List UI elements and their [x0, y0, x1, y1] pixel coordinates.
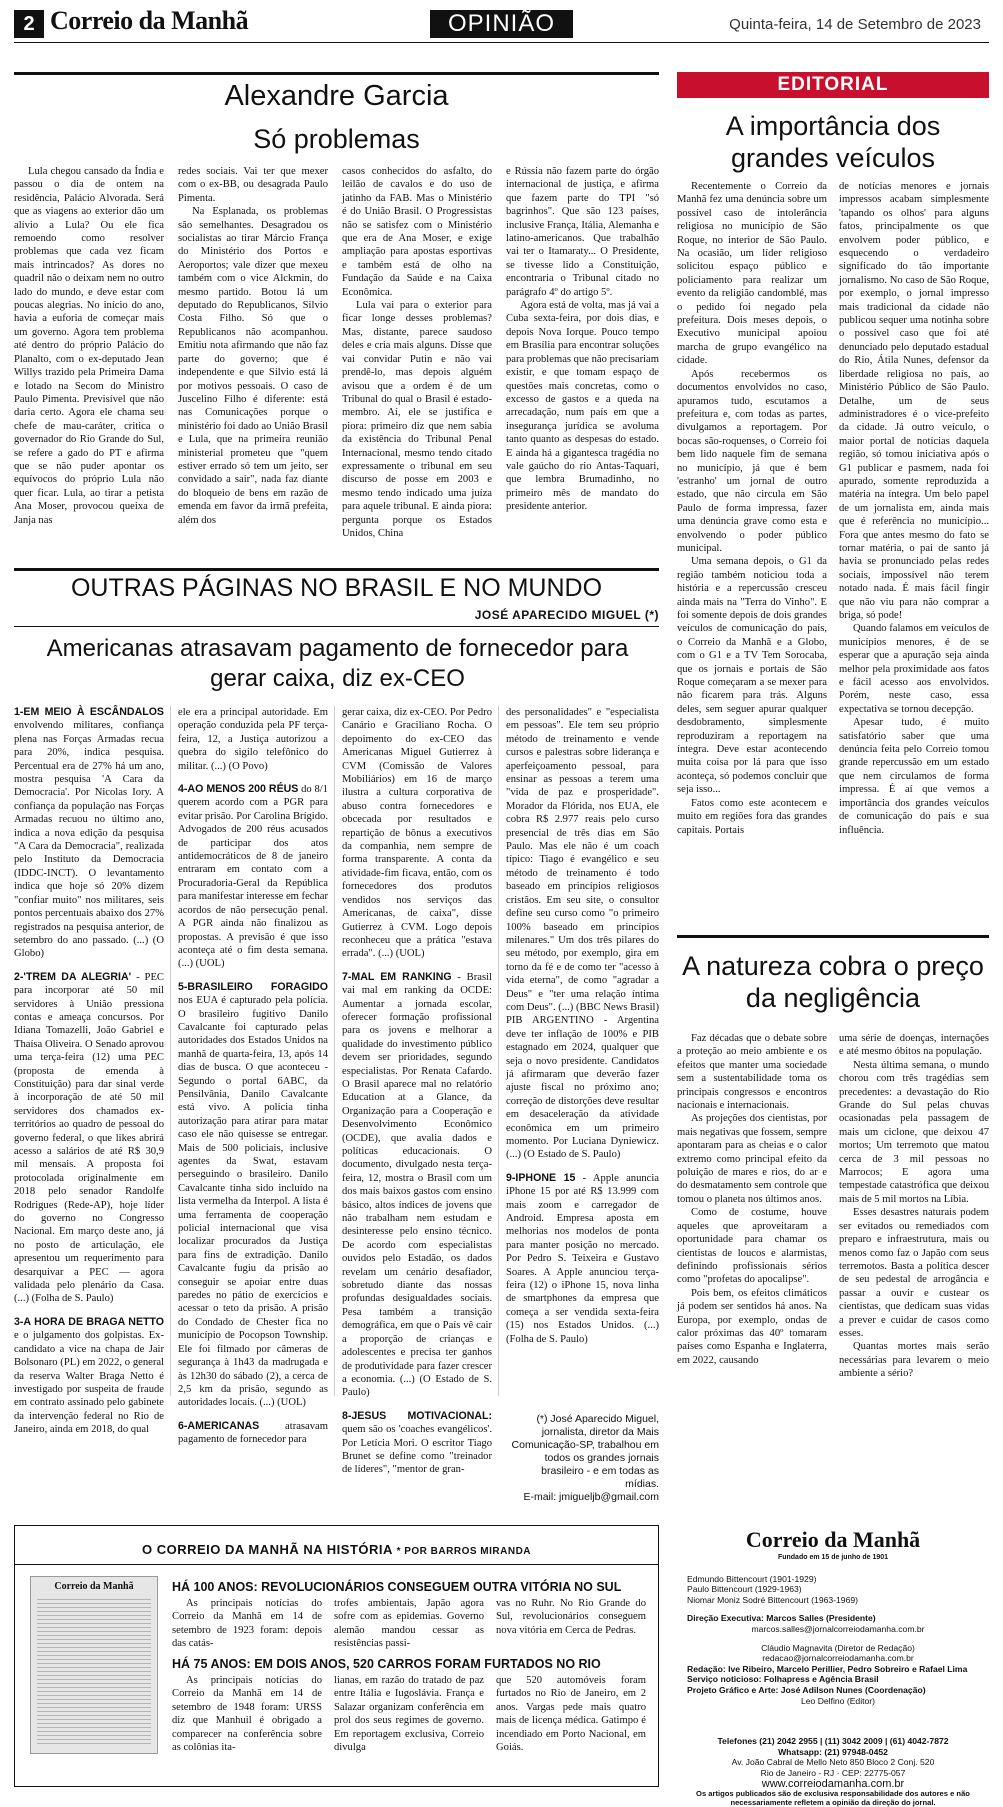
news-item-lead: 2-'TREM DA ALEGRIA' [14, 970, 132, 983]
outras-title: Americanas atrasavam pagamento de fornecedor para gerar caixa, diz ex-CEO [46, 635, 629, 692]
news-item-text: - Brasil vai mal em ranking da OCDE: Aumentar a jornada escolar, oferecer formação profissional para os jovens e melhorar a qualidade do investimento público devem ser prioridades, segundo especialistas. Por Renata Cafardo. O Brasil aparece mal no relatório Education at a Glance, da Organização para a Cooperação e Desenvolvimento Econômico (OCDE), que avalia dados e políticas educacionais. O documento, divulgado nesta terça-feira, 12, mostra o Brasil com um dos mais baixos gastos com ensino básico, altos índices de jovens que não trabalham nem estudam e desinteresse pelo ensino técnico. De acordo com especialistas ouvidos pelo Estadão, os dados revelam um cenário desafiador, sobretudo diante das nossas profundas desigualdades sociais. Pesa também a transição demográfica, em que o País vê cair a proporção de crianças e adolescentes e precisa ter ganhos de produtividade para fazer crescer a economia. (...) (O Estado de S. Paulo) [342, 971, 492, 1399]
news-item [178, 783, 328, 971]
editorial-title-1: A importância dos grandes veículos [725, 111, 941, 173]
address-line-1: Av. João Cabral de Mello Neto 850 Bloco 2 Conj. 520 [731, 1757, 935, 1768]
column-author: Alexandre Garcia [224, 80, 449, 112]
news-item [506, 1172, 659, 1346]
news-item-text: do 8/1 querem acordo com a PGR para evitar prisão. Por Carolina Brígido. Advogados de 200 réus acusados de participar dos atos antidemocráticos de 8 de janeiro entraram em contato com a Procuradoria-Geral da República para manifestar interesse em fechar acordos de não persecução penal. A PGR ainda não finalizou as propostas. A previsão é que isso aconteça até o fim desta semana. (...) (UOL) [178, 784, 328, 970]
editorial-title-2: A natureza cobra o preço da negligência [682, 951, 984, 1013]
news-item-text: - Apple anuncia iPhone 15 por até R$ 13.999 com mais zoom e carregador de Android. Empresa aposta em melhorias nos modelos de ponta para manter posição no mercado. Por Pedro S. Teixeira e Gustavo Soares. A Apple anunciou terça-feira (12) o iPhone 15, nova linha de smartphones da empresa que começa a ser vendida sexta-feira (15) nos Estados Unidos. (...) (Folha de S. Paulo) [506, 1172, 660, 1345]
disclaimer: Os artigos publicados são de exclusiva responsabilidade dos autores e não necessariamente refletem a opinião da direção do jornal. [696, 1789, 970, 1807]
footnote-email: E-mail: jmigueljb@gmail.com [523, 1491, 659, 1503]
founder: Paulo Bittencourt (1929-1963) [687, 1584, 802, 1595]
news-item-text: e o julgamento dos golpistas. Ex-candidato a vice na chapa de Jair Bolsonaro (PL) em 2022, o general da reserva Walter Braga Netto é investigado por suspeita de fraude em contrato assinado pelo gabinete da intervenção federal no Rio de Janeiro, ainda em 2018, do qual [14, 1330, 164, 1436]
direcao-executiva: Direção Executiva: Marcos Salles (Presidente) [687, 1613, 876, 1624]
news-item-lead: 1-EM MEIO À ESCÂNDALOS [14, 706, 164, 718]
editorial-text-2: de notícias menores e jornais impressos acabam simplesmente 'tapando os olhos' para alguns fatos, principalmente os que envolvem poder público, e esquecendo o verdadeiro significado do tão importante jornalismo. No caso de São Roque, por exemplo, o jornal impresso mais tradicional da cidade não publicou sequer uma notinha sobre o possível caso que foi até denunciado pelo deputado estadual do Rio, Átila Nunes, defensor da liberdade religiosa no país, ao Ministério Público de São Paulo. Detalhe, um de seus administradores é o vice-prefeito da cidade. Já outro veículo, o maior portal de notícias daquela região, só tomou iniciativa após o G1 publicar e pasmem, nada foi apurado, somente reproduzida a matéria na íntegra. Um belo papel de um jornalista em, ainda mais que é referência no município... Fora que antes mesmo do fato se tornar matéria, o pai de santo já havia se pronunciado pelas redes sociais, impossível não terem notado nada. É mais fácil fingir que não viu para não comprar a briga, só pode! Quando falamos em veículos de municípios menores, é de se esperar que a apuração seja ainda melhor pela proximidade aos fatos e fácil acesso aos envolvidos. Porém, neste caso, essa expectativa se tornou decepção. Apesar tudo, é muito satisfatório saber que uma denúncia feita pelo Correio tomou grande repercussão em um estado que nem circulamos de forma impressa. É aí que vemos a importância dos grandes veículos de comunicação do país e sua influência. [839, 181, 989, 836]
news-item [178, 706, 328, 773]
historia-h1-col1: As principais notícias do Correio da Manhã em 14 de setembro de 1923 foram: depois das catás- [172, 1598, 322, 1650]
historia-credit: * POR BARROS MIRANDA [396, 1546, 532, 1557]
news-item-lead: 6-AMERICANAS [178, 1419, 260, 1432]
editorial-label: EDITORIAL [677, 72, 989, 98]
section-label: OPINIÃO [430, 10, 573, 38]
expediente-founded: Fundado em 15 de junho de 1901 [777, 1554, 889, 1561]
outras-col-3 [342, 706, 492, 1477]
news-item [342, 1410, 492, 1477]
historia-title: O CORREIO DA MANHÃ NA HISTÓRIA [141, 1542, 393, 1557]
outras-col-2 [178, 706, 328, 1447]
issue-date: Quinta-feira, 14 de Setembro de 2023 [729, 16, 981, 33]
news-item [14, 971, 164, 1306]
news-item-text: - PEC para incorporar até 50 mil servidores à União pressiona contas e ameaça concursos. Por Idiana Tomazelli, João Gabriel e Thaísa Oliveira. O Senado aprovou uma terça-feira (12) uma PEC (proposta de emenda à Constituição) para dar sinal verde à incorporação de até 50 mil servidores dos chamados ex-territórios ao quadro de pessoal do governo federal, o que likes abrirá acesso a salários de até R$ 30,9 mil mensais. A proposta foi protocolada originalmente em 2018 pelo senador Randolfe Rodrigues (Rede-AP), hoje líder do governo no Congresso Nacional. Em março deste ano, já no posto de articulação, ele apresentou um requerimento para desarquivar a PEC — agora validada pelo plenário da Casa. (...) (Folha de S. Paulo) [14, 971, 164, 1305]
founder: Edmundo Bittencourt (1901-1929) [687, 1573, 817, 1584]
news-item-text: atrasavam pagamento de fornecedor para [178, 1420, 328, 1446]
news-item-lead: 3-A HORA DE BRAGA NETTO [14, 1315, 164, 1328]
news-item [14, 706, 164, 961]
redacao-email: redacao@jornalcorreiodamanha.com.br [762, 1653, 914, 1664]
news-item [342, 706, 492, 961]
page-number: 2 [14, 10, 44, 38]
whatsapp: Whatsapp: (21) 97948-0452 [778, 1746, 888, 1757]
telefones: Telefones (21) 2042 2955 | (11) 3042 2009 | (61) 4042-7872 [717, 1736, 949, 1747]
editorial-text-3: Faz décadas que o debate sobre a proteção ao meio ambiente e os efeitos que manter uma sociedade sem a sustentabilidade toma os principais congressos e encontros nacionais e internacionais. As projeções dos cientistas, por mais negativas que fossem, sempre apontaram para as cheias e o calor extremo como principal efeito da poluição de mares e rios, do ar e do desmatamento sem controle que tomou o planeta nos últimos anos. Como de costume, houve aqueles que aproveitaram a oportunidade para chamar os cientistas de loucos e alarmistas, definindo profissionais sérios como "profetas do apocalipse". Pois bem, os efeitos climáticos já podem ser sentidos há anos. Na Europa, por exemplo, ondas de calor próximas das 40º tomaram países como Espanha e Inglaterra, em 2022, causando [677, 1033, 827, 1366]
outras-heading: OUTRAS PÁGINAS NO BRASIL E NO MUNDO [70, 574, 603, 602]
address-line-2: Rio de Janeiro - RJ · CEP: 22775-057 [760, 1767, 906, 1778]
news-item-text: gerar caixa, diz ex-CEO. Por Pedro Canário e Graciliano Rocha. O depoimento do ex-CEO das Americanas Miguel Gutierrez à CVM (Comissão de Valores Mobiliários) em 16 de março ilustra a cultura corporativa de abuso contra fornecedores e obcecada por resultados e repartição de bônus a executivos da companhia, nem sempre de forma transparente. A conta da atividade-fim ficava, então, com os fornecedores dos produtos vendidos nos serviços das Americanas, de caixa", disse Gutierrez à CVM. Logo depois reconheceu que a prática "estava errada". (...) (UOL) [342, 707, 492, 960]
news-item-text: envolvendo militares, confiança plena nas Forças Armadas recua para 20%, indica pesquisa. Percentual era de 27% há um ano, mostra pesquisa 'A Cara da Democracia'. Por Nicolas Iory. A confiança da população nas Forças Armadas recuou no último ano, indica a nova edição da pesquisa "A Cara da Democracia", realizada pelo Instituto da Democracia (IDDC-INCT). O levantamento indica que hoje só 20% dizem "confiar muito" nos militares, seis pontos percentuais abaixo dos 27% registrados na pesquisa anterior, de setembro do ano passado. (...) (O Globo) [14, 720, 164, 960]
expediente-box [677, 1525, 989, 1807]
historia-h2-col1: As principais notícias do Correio da Manhã em 14 de setembro de 1948 foram: URSS diz que Manhuil é obrigado a comparecer na conferência sobre as colônias ita- [172, 1675, 322, 1754]
historia-h1-col2: trofes ambientais, Japão agora sofre com as epidemias. Governo alemão mandou cessar as resistências passi- [334, 1598, 484, 1650]
redacao: Redação: Ive Ribeiro, Marcelo Perillier, Pedro Sobreiro e Rafael Lima [687, 1663, 968, 1674]
news-item [506, 706, 659, 1162]
outras-footnote [510, 1413, 659, 1504]
news-item [342, 971, 492, 1400]
news-item-text: des personalidades" e "especialista em pessoas". Ele tem seu próprio método de treinamento e vende cursos e palestras sobre liderança e aperfeiçoamento pessoal, para ensinar as pessoas a terem uma "vida de paz e prosperidade". Morador da Flórida, nos EUA, ele cobra R$ 2.977 reais pelo curso presencial de três dias em São Paulo. Mas ele não é um coach típico: Tiago é evangélico e seu método de treinamento é todo baseado em princípios religiosos cristãos. Em seu site, o consultor define seu curso como "o primeiro 100% baseado em princípios milenares." Um dos três pilares do seu método, por exemplo, gira em torno da fé e de como ter "acesso à vida eterna", de como "agradar a Deus" e "ter uma relação íntima com Deus". (...) (BBC News Brasil) PIB ARGENTINO - Argentina deve ter inflação de 100% e PIB estagnado em 2024, qualquer que seja o novo presidente. Candidatos já afirmaram que deverão fazer ajuste fiscal no próximo ano; correção de distorções deve resultar em desaceleração da atividade econômica em um primeiro momento. Por Luciana Dyniewicz. (...) (O Estado de S. Paulo) [506, 707, 659, 1161]
editorial-text-1: Recentemente o Correio da Manhã fez uma denúncia sobre um possível caso de intolerância religiosa no município de São Roque, no interior de São Paulo. Na ocasião, um líder religioso solicitou espaço público e policiamento para realizar um evento da religião candomblé, mas o pedido foi negado pela prefeitura. Dois meses depois, o Executivo municipal apoiou marcha de grupo evangélico na cidade. Após recebermos os documentos envolvidos no caso, apuramos tudo, escutamos a prefeitura e, com todas as partes, divulgamos a reportagem. Por bocas são-roquenses, o Correio foi bem lido naquele fim de semana no município, já que é bem 'estranho' um jornal de outro estado, que não circula em São Paulo de forma impressa, fazer uma denúncia grave como esta e envolvendo o poder público municipal. Uma semana depois, o G1 da região também noticiou toda a história e a repercussão cresceu ainda mais na "Terra do Vinho". E foi somente depois de dois grandes veículos de comunicação do país, o Correio da Manhã e a Globo, com o G1 e a TV Tem Sorocaba, que os jornais e portais de São Roque começaram a se mexer para não ficarem para trás. Alguns deles, sem seguer apurar qualquer desdobramento, simplesmente reproduziram a reportagem na íntegra. Deve estar acontecendo muita coisa por lá para que isso aconteça, só podemos concluir que seja isso... Fatos como este acontecem e muito em regiões fora das grandes capitais. Portais [677, 181, 827, 836]
outras-col-1 [14, 706, 164, 1437]
founder: Niomar Moniz Sodré Bittencourt (1963-1969) [687, 1594, 859, 1605]
news-item-text: quem são os 'coaches evangélicos'. Por Letícia Mori. O escritor Tiago Brunet se define como "treinador de líderes", "mentor de gran- [342, 1424, 492, 1476]
exec-email: marcos.salles@jornalcorreiodamanha.com.br [751, 1623, 925, 1634]
diretor-redacao: Cláudio Magnavita (Diretor de Redação) [761, 1642, 915, 1653]
historia-h2-col2: lianas, em razão do tratado de paz entre Itália e Iugoslávia. França e Salazar organizam conferência em prol dos seus regimes de governo. Em reportagem exclusiva, Correio divulga [334, 1675, 484, 1754]
news-item-lead: 8-JESUS MOTIVACIONAL: [342, 1409, 492, 1422]
page-header [0, 0, 1003, 44]
historia-h2: HÁ 75 ANOS: EM DOIS ANOS, 520 CARROS FORAM FURTADOS NO RIO [172, 1657, 601, 1671]
website-link[interactable]: www.correiodamanha.com.br [761, 1777, 905, 1790]
historia-h1-col3: vas no Ruhr. No Rio Grande do Sul, revolucionários conseguem nova vitória em Cerca de Pedras. [496, 1598, 646, 1636]
column-text-1: Lula chegou cansado da Índia e passou o dia de ontem na residência, Palácio Alvorada. Será que as viagens ao exterior dão um alívio a Lula? Ou ele fica remoendo como resolver problemas que cada vez ficam mais intrincados? As dores no quadril não o deixam nem no outro lado do mundo, e deve estar com poucas alegrias. No início do ano, havia a euforia de começar mais um governo. Agora tem problema até dentro do próprio Palácio do Planalto, com o ex-deputado Jean Willys trazido pela Primeira Dama e lotado na Secom do Ministro Paulo Pimenta. Previsível que não daria certo. Agora ele chama seu chefe de mau-caráter, critica o governador do Rio Grande do Sul, se refere a gado do PT e afirma que se não puder apontar os equívocos do próprio Lula não quer ficar. Lula, ao tirar a petista Ana Moser, provocou queixa de Janja nas [14, 166, 164, 526]
news-item-lead: 4-AO MENOS 200 RÉUS [178, 783, 299, 796]
newspaper-logo: Correio da Manhã [50, 6, 249, 35]
column-text-2: redes sociais. Vai ter que mexer com o ex-BB, ou desagrada Paulo Pimenta. Na Esplanada, os problemas são semelhantes. Desagradou os socialistas ao tirar Márcio França do Ministério dos Portos e Aeroportos; vale dizer que mexeu também com o vice Alckmin, do mesmo partido. Botou lá um deputado do Republicanos, Silvio Costa Filho. Só que o Republicanos não acompanhou. Emitiu nota afirmando que não faz parte do governo; que é independente e que Silvio está lá por motivos pessoais. O caso de Juscelino Filho é diferente: está nas Comunicações porque o ministério foi dado ao União Brasil e Lula, que na primeira reunião ministerial prometeu que "quem estiver errado só tem um jeito, ser convidado a sair", nada faz diante do bloqueio de bens em razão de emenda em favor da irmã prefeita, além dos [178, 166, 328, 526]
news-item-text: ele era a principal autoridade. Em operação conduzida pela PF terça-feira, 12, a Justiça autorizou a quebra do sigilo telefônico do militar. (...) (O Povo) [178, 707, 328, 772]
column-text-3: casos conhecidos do asfalto, do leilão de cavalos e do uso de jatinho da FAB. Mas o Ministério é do União Brasil. O Progressistas não se satisfez com o Ministério que era de Ana Moser, e exige ampliação para apostas esportivas e também está de olho na Fundação da Saúde e na Caixa Econômica. Lula vai para o exterior para ficar longe desses problemas? Mas, distante, parece saudoso deles e cria mais alguns. Disse que vai convidar Putin e não vai prendê-lo, mas depois alguém avisou que a ordem é de um Tribunal do qual o Brasil é estado-membro. Aí, ele se justifica e piora: primeiro diz que nem sabia da existência do Tribunal Penal Internacional, mesmo tendo citado expressamente o tribunal em seu discurso de posse em 2003 e mesmo tendo indicado uma juíza para aquele tribunal. E ainda piora: pergunta porque os Estados Unidos, China [342, 166, 492, 539]
news-item-lead: 9-IPHONE 15 [506, 1171, 576, 1184]
thumbnail-logo: Correio da Manhã [54, 1581, 134, 1592]
outras-col-4 [506, 706, 659, 1346]
column-text-4: e Rússia não fazem parte do órgão internacional de justiça, e afirma que fazem parte do TPI "só bagrinhos". Que são 123 países, inclusive França, Itália, Alemanha e latino-americanos. Que trabalhão vai ter o Itamaraty... O Presidente, se tivesse lido a Constituição, encontraria o Tribunal citado no parágrafo 4º do artigo 5º. Agora está de volta, mas já vai a Cuba sexta-feira, por dois dias, e depois Nova Iorque. Pouco tempo em Brasília para encontrar soluções para problemas que não precisariam existir, e que tomam espaço de questões mais concretas, como o excesso de gastos e a queda na arrecadação, num país em que a insegurança jurídica se avoluma tanto quanto as despesas do estado. E ainda há a gigantesca tragédia no vale gaúcho do rio Antas-Taquari, que lembra Brumadinho, no primeiro mês de mandato do presidente anterior. [506, 166, 659, 513]
editor: Leo Delfino (Editor) [800, 1695, 876, 1706]
news-item-text: nos EUA é capturado pela polícia. O brasileiro fugitivo Danilo Cavalcante foi capturado pelas autoridades dos Estados Unidos na manhã de quarta-feira, 13, após 14 dias de busca. O que aconteceu - Segundo o portal 6ABC, da Pensilvânia, Danilo Cavalcante está vivo. A polícia tinha autorização para atirar para matar caso ele não quisesse se entregar. Mais de 500 policiais, inclusive agentes da Swat, estavam perseguindo o brasileiro. Danilo Cavalcante tinha sido incluído na lista vermelha da Interpol. A lista é uma ferramenta de cooperação policial internacional que visa localizar procurados da Justiça para fins de extradição. Danilo Cavalcante fugiu da prisão ao conseguir se apoiar entre duas paredes no pátio de exercícios e acessar o teto da prisão. A prisão do Condado de Chester fica no município de Pocopson Township. Ele foi filmado por câmeras de segurança à 1h43 da madrugada e às 12h30 do sábado (2), a cerca de 2,5 km da prisão, segundo as autoridades locais. (...) (UOL) [178, 995, 328, 1409]
news-item [14, 1316, 164, 1437]
news-item-lead: 5-BRASILEIRO FORAGIDO [178, 980, 328, 993]
outras-byline: JOSÉ APARECIDO MIGUEL (*) [474, 608, 659, 622]
historia-thumbnail [30, 1576, 158, 1754]
servico-noticioso: Serviço noticioso: Folhapress e Agência Brasil [687, 1674, 879, 1685]
news-item [178, 981, 328, 1410]
editorial-text-4: uma série de doenças, internações e até mesmo óbitos na população. Nesta última semana, o mundo chorou com três tragédias sem precedentes: a devastação do Rio Grande do Sul pelas chuvas ocasionadas pela passagem de mais um ciclone, que deixou 47 mortos; Um terremoto que matou cerca de 3 mil pessoas no Marrocos; E agora uma tempestade catastrófica que deixou mais de 5 mil mortos na Líbia. Esses desastres naturais podem ser evitados ou remediados com preparo e infraestrutura, mais ou menos como faz o Japão com seus terremotos. Basta a política descer de seu pedestal de arrogância e passar a ouvir e custear os cientistas, que dedicam suas vidas a prever e cuidar de casos como esses. Quantas mortes mais serão necessárias para levarem o meio ambiente a sério? [839, 1033, 989, 1380]
expediente-logo: Correio da Manhã [745, 1527, 921, 1552]
news-item-lead: 7-MAL EM RANKING [342, 970, 452, 983]
historia-heading [14, 1542, 659, 1557]
column-title: Só problemas [253, 124, 420, 154]
footnote-text: (*) José Aparecido Miguel, jornalista, diretor da Mais Comunicação-SP, trabalhou em todos os grandes jornais brasileiro - e em todas as mídias. [511, 1413, 659, 1490]
news-item [178, 1420, 328, 1447]
projeto-grafico: Projeto Gráfico e Arte: José Adilson Nunes (Coordenação) [687, 1684, 926, 1695]
historia-h2-col3: que 520 automóveis foram furtados no Rio de Janeiro, em 2 anos. Vargas pede mais quatro mais de licença médica. Gatimpo é incendiado em Porto Nacional, em Goiás. [496, 1675, 646, 1754]
historia-h1: HÁ 100 ANOS: REVOLUCIONÁRIOS CONSEGUEM OUTRA VITÓRIA NO SUL [172, 1580, 622, 1594]
